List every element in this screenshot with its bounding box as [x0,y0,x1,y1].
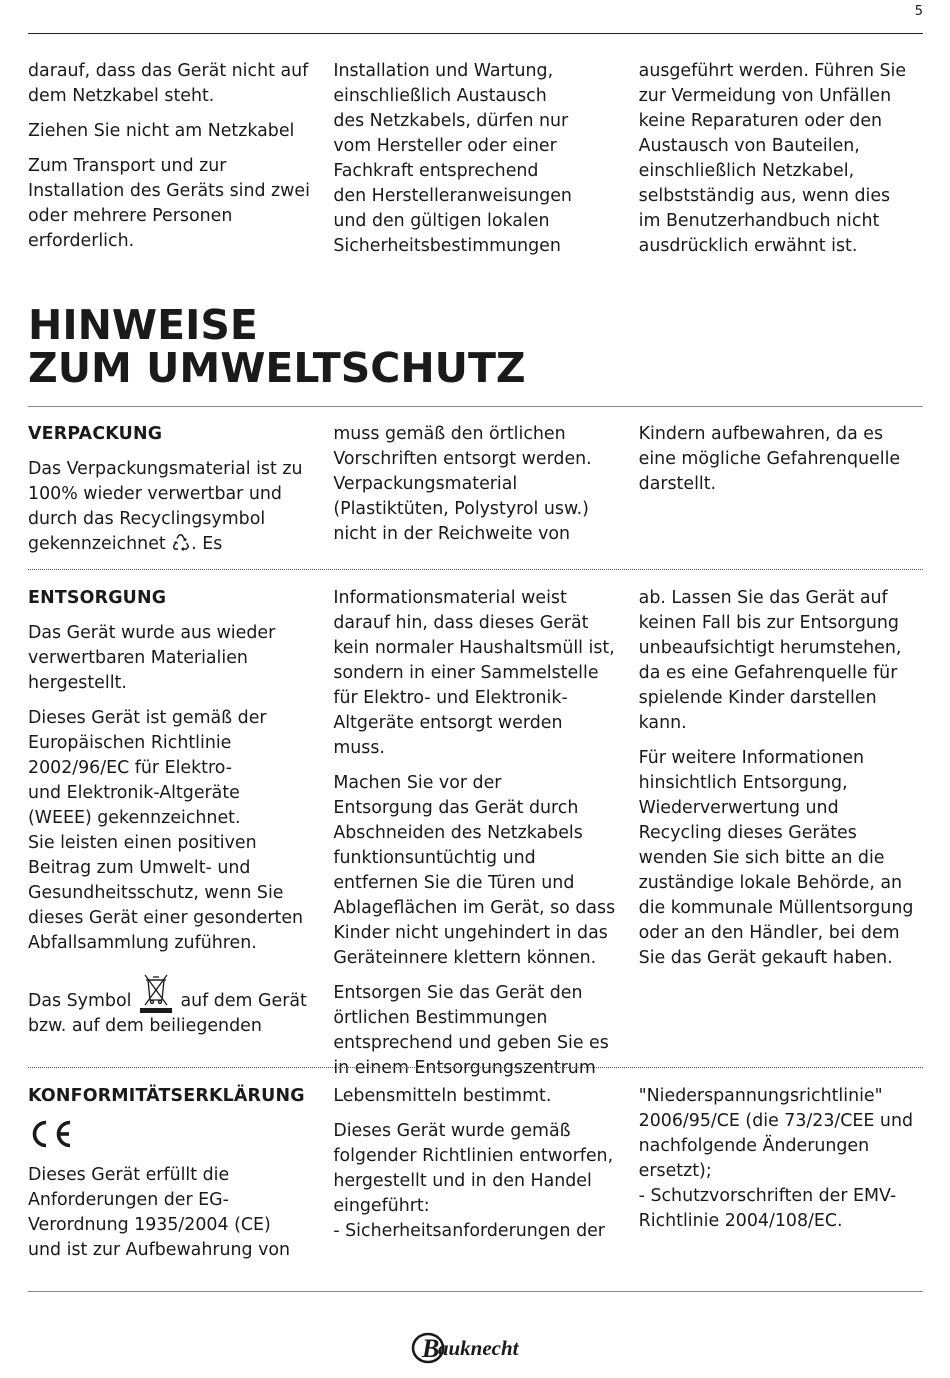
paragraph: muss gemäß den örtlichen Vorschriften entsorgt werden. Verpackungsmaterial (Plastiktüten, Polystyrol usw.) nicht in der Reichweite von [333,424,592,544]
page-heading: HINWEISE ZUM UMWELTSCHUTZ [28,301,526,392]
paragraph: Für weitere Informationen hinsichtlich Entsorgung, Wiederverwertung und Recycling dieses Gerätes wenden Sie sich bitte an die zuständige lokale Behörde, an die kommunale Müllentsorgung oder an den Händler, bei dem Sie das Gerät gekauft haben. [638,748,914,968]
konformitaet-col-1 [28,1084,312,1273]
verpackung-col-3 [639,422,923,570]
text: bzw. auf dem beiliegenden [28,1016,262,1036]
paragraph: Dieses Gerät wurde gemäß folgender Richtlinien entworfen, hergestellt und in den Handel eingeführt: - Sicherheitsanforderungen der [333,1121,614,1241]
paragraph: darauf, dass das Gerät nicht auf dem Netzkabel steht. [28,61,309,106]
heading-rule [28,406,923,407]
konformitaet-col-3 [639,1084,923,1273]
text: Das Verpackungsmaterial ist zu 100% wieder verwertbar und durch das Recyclingsymbol gekennzeichnet [28,459,303,554]
paragraph: Dieses Gerät ist gemäß der Europäischen Richtlinie 2002/96/EC für Elektro- und Elektronik-Altgeräte (WEEE) gekennzeichnet. Sie leisten einen positiven Beitrag zum Umwelt- und Gesundheitsschutz, wenn Sie dieses Gerät einer gesonderten Abfallsammlung zuführen. [28,708,304,953]
page-number: 5 [914,4,923,19]
konformitaet-section [28,1084,923,1273]
paragraph: ab. Lassen Sie das Gerät auf keinen Fall bis zur Entsorgung unbeaufsichtigt herumstehen, da es eine Gefahrenquelle für spielende Kinder darstellen kann. [638,588,902,733]
svg-text:auknecht: auknecht [438,1336,519,1360]
top-col-3 [639,59,923,269]
section-title: ENTSORGUNG [28,588,167,608]
section-divider [28,569,923,570]
text: Das Symbol [28,991,137,1011]
paragraph: Machen Sie vor der Entsorgung das Gerät durch Abschneiden des Netzkabels funktionsuntüchtig und entfernen Sie die Türen und Ablageflächen im Gerät, so dass Kinder nicht ungehindert in das Geräteinnere klettern können. [333,773,616,968]
paragraph [28,457,312,560]
bottom-rule [28,1291,923,1292]
crossed-bin-icon [137,970,175,1014]
konformitaet-col-2 [333,1084,617,1273]
paragraph: Installation und Wartung, einschließlich Austausch des Netzkabels, dürfen nur vom Hersteller oder einer Fachkraft entsprechend den Herstelleranweisungen und den gültigen lokalen Sicherheitsbestimmungen [333,61,572,256]
top-rule [28,33,923,34]
entsorgung-col-2 [333,586,617,1091]
top-col-2 [333,59,617,269]
paragraph: Kindern aufbewahren, da es eine mögliche Gefahrenquelle darstellt. [638,424,901,494]
paragraph: "Niederspannungsrichtlinie" 2006/95/CE (die 73/23/CEE und nachfolgende Änderungen ersetzt); - Schutzvorschriften der EMV- Richtlinie 2004/108/EC. [638,1086,914,1231]
section-title: KONFORMITÄTSERKLÄRUNG [28,1086,305,1106]
top-section [28,59,923,269]
text: auf dem Gerät [174,991,307,1011]
paragraph: Zum Transport und zur Installation des Geräts sind zwei oder mehrere Personen erforderlich. [28,156,310,251]
verpackung-col-2 [333,422,617,570]
ce-mark-icon [28,1119,312,1149]
paragraph: Informationsmaterial weist darauf hin, dass dieses Gerät kein normaler Haushaltsmüll ist, sondern in einer Sammelstelle für Elektro- und Elektronik- Altgeräte entsorgt werden muss. [333,588,615,758]
entsorgung-col-3 [639,586,923,1091]
entsorgung-section [28,586,923,1091]
paragraph: Das Gerät wurde aus wieder verwertbaren Materialien hergestellt. [28,623,276,693]
paragraph: Dieses Gerät erfüllt die Anforderungen der EG- Verordnung 1935/2004 (CE) und ist zur Aufbewahrung von [28,1165,291,1260]
recycling-icon [171,532,191,560]
paragraph: ausgeführt werden. Führen Sie zur Vermeidung von Unfällen keine Reparaturen oder den Austausch von Bauteilen, einschließlich Netzkabel, selbstständig aus, wenn dies im Benutzerhandbuch nicht ausdrücklich erwähnt ist. [638,61,907,256]
paragraph: Lebensmitteln bestimmt. [333,1086,552,1106]
top-col-1 [28,59,312,269]
section-title: VERPACKUNG [28,424,163,444]
bauknecht-logo [410,1330,542,1366]
verpackung-section [28,422,923,570]
paragraph [28,970,312,1039]
svg-text:B: B [422,1334,440,1363]
section-divider [28,1067,923,1068]
paragraph: Ziehen Sie nicht am Netzkabel [28,121,295,141]
paragraph: Entsorgen Sie das Gerät den örtlichen Bestimmungen entsprechend und geben Sie es in einem Entsorgungszentrum [333,983,609,1078]
entsorgung-col-1 [28,586,312,1091]
verpackung-col-1 [28,422,312,570]
text: . Es [191,534,223,554]
